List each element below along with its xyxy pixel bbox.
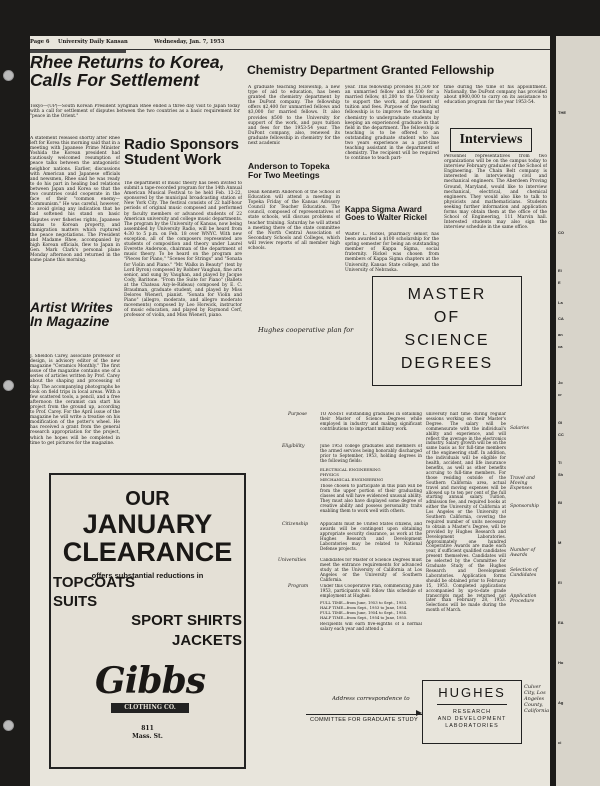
kappa-headline: Kappa Sigma Award Goes to Walter Rickel: [345, 206, 427, 222]
hughes-logo: HUGHES: [438, 685, 506, 700]
gibbs-item-jackets: JACKETS: [171, 632, 242, 649]
msd-line-master: MASTER: [407, 286, 487, 303]
label-eligibility: Eligibility: [282, 444, 305, 449]
program-schedule: [320, 601, 424, 621]
chem-headline: Chemistry Department Granted Fellowship: [247, 64, 495, 77]
radio-body: The department of music theory has been invited to submit a tape-recorded program for the 14th Annual American Musical Festival to be held Feb. 12-22, sponsored by the municipal broadcasting station of New York City. The festival consists of 22 half-hour periods of original music composed and performed by faculty members or advanced students of 22 American university and college music departments. The program by the University of Kansas, now being assembled by University Radio, will be heard from 4:30 to 5 p.m. on Feb. 18 over WNYC. With new exception, all of the composers represented are students of composition and theory under Laurel Everette Anderson, chairman of the department of music theory. To be heard on the program are "Pieces for Piano," "Scenes for Strings" and "Sonata for Violin and Piano." "Mr. Walks in Beauty" (text by Lord Byron) composed by Robber Vaughan, fine arts senior, and sung by Vaughan, and played by Jacque Cody, Baritone. "From the Suite for Piano" (Ballets at the Chateau Azy-le-Rideau) composed by E. C. Braudman, graduate student, and played by Miss Delores Wienerl, pianist. "Sonata for Violin and Piano" (allegro, moderato, and allegro moderato movements) composed by Leo Horwick, instructor of music education, and played by Raymond Cerf, professor of violin, and Miss Wienerl, piano.: [124, 181, 242, 319]
paper-name: University Daily Kansan: [58, 39, 128, 45]
scrap-text: EA: [558, 620, 564, 625]
gibbs-item-topcoats: TOPCOATS: [53, 574, 135, 591]
hughes-logo-sub2: AND DEVELOPMENT: [437, 716, 507, 722]
address-line: Address correspondence to: [332, 696, 410, 702]
artist-body: J. Sheldon Carey, associate professor of design, is advisory editor of the new magazine "Ceramics Monthly." The first issue of the magazine contains one of a series of articles written by Prof. Carey about the shaping and processing of clay. The accompanying photographs he took on field trips in local areas. With a few scattered tools, a pencil, and a free afternoon the ceramist can start his project from the ground up, according to Prof. Carey. For the April issue of the magazine he will write a treatise on his modification of the potter's wheel. He has received a grant from the general research appropriation for the project, which he hopes will be completed in time to get pictures for the magazine.: [30, 354, 120, 446]
binding-hole: [3, 70, 14, 81]
binding-hole: [3, 720, 14, 731]
label-citizenship: Citizenship: [282, 522, 309, 527]
scrap-text: cr: [558, 392, 562, 397]
label-universities: Universities: [278, 558, 307, 563]
gibbs-our: OUR: [125, 488, 170, 510]
eligibility-fields: [320, 467, 422, 483]
gibbs-ad: [49, 473, 246, 769]
gibbs-logo: Gibbs: [95, 660, 206, 702]
schedule-row: FULL TIME—from June, 1953 to Sept., 1953.: [320, 601, 408, 605]
rhee-topbar: [30, 50, 126, 53]
scrap-text: BI: [558, 500, 562, 505]
gibbs-item-sport-shirts: SPORT SHIRTS: [131, 612, 242, 629]
rhee-headline: Rhee Returns to Korea, Calls For Settlement: [30, 54, 225, 90]
eligibility-text: June 1953 college graduates and members of the armed services being honorably discharged prior to September, 1953, holding degrees in the following fields:: [320, 444, 422, 463]
kappa-body: Walter L. Rickel, pharmacy senior, has been awarded a $100 scholarship for the spring semester for being an outstanding member of Kappa Sigma, social fraternity. Rickel was chosen from members of Kappa Sigma chapters at the University, Kansas State college, and the University of Nebraska.: [345, 232, 439, 273]
scrap-text: El: [558, 268, 562, 273]
field-mechanical: MECHANICAL ENGINEERING: [320, 477, 384, 482]
adjacent-page-edge: [552, 0, 600, 786]
eligibility-more: Those chosen to participate in this plan will be from the upper portion of their graduating classes and will have evidenced unusual ability. They must also have displayed some degree of creative ability and possess personality traits enabling them to work well with others.: [320, 484, 422, 513]
hughes-logo-sub1: RESEARCH: [453, 709, 491, 715]
field-electrical: ELECTRICAL ENGINEERING: [320, 467, 381, 472]
scrap-text: Jo: [558, 380, 563, 385]
msd-line-of: OF: [433, 309, 461, 326]
gibbs-january: JANUARY: [82, 509, 213, 539]
label-salaries: Salaries: [510, 426, 529, 431]
gibbs-item-suits: SUITS: [53, 593, 98, 610]
universities-text: Candidates for Master of Science Degrees must meet the entrance requirements for advanced study at the University of California at Los Angeles or the University of Southern California.: [320, 558, 422, 582]
page-header: [30, 36, 550, 48]
hughes-location: Culver City, Los Angeles County, California: [524, 684, 550, 714]
citizenship-text: Applicants must be United States citizens, and awards will be contingent upon obtaining appropriate security clearance, as work at the Hughes Research and Development Laboratories may be related to National Defense projects.: [320, 522, 422, 551]
field-physics: PHYSICS: [320, 472, 339, 477]
label-sponsorship: Sponsorship: [510, 504, 539, 509]
artist-headline: Artist Writes In Magazine: [30, 300, 113, 329]
schedule-row: HALF TIME—from Sept., 1954 to June, 1955.: [320, 614, 408, 620]
scrap-text: La: [558, 300, 563, 305]
rhee-body: A statement released shortly after Rhee left for Korea this morning said that in a meeting with Japanese Prime Minister Yoshida the Korean president had cautiously welcomed resumption of peace talks between the antagonistic neighbor nations. Earlier, discussions with American and Japanese officials and newsmen, Rhee said he was ready to do his part in healing bad relations between Japan and Korea so that the two countries could cooperate in the face of their "common enemy—Communism." He was careful, however, to avoid giving any indication that he had softened his stand on basic disputes over fisheries rights, Japanese claims to Korean property, and immigration matters which ruptured the peace negotiations. The President and Madame Rhee, accompanied by high Korean officials, flew to Japan in Gen. Mark Clark's personal plane Monday afternoon and returned in the same plane this morning.: [30, 136, 120, 264]
label-travel: Travel and Moving Expenses: [510, 476, 535, 492]
interviews-box: [450, 128, 532, 152]
gibbs-clearance: CLEARANCE: [62, 537, 233, 567]
gibbs-address: [51, 725, 244, 741]
chem-col2: year. This fellowship provides $1,500 for an unmarried fellow and $1,500 for a married fellow, $1,200 to the University to support the work, and payment of tuition and fees. Purpose of the teaching fellowship is to improve the teaching of chemistry to undergraduate students by keeping an experienced graduate in that field in the department. The fellowship is teaching is to be offered to an outstanding graduate student who has two years experience as a part-time teaching assistant in the department of chemistry. The recipient will be required to continue to teach part-: [345, 85, 439, 162]
hughes-logo-sub3: LABORATORIES: [445, 723, 499, 729]
label-application: Application Procedure: [510, 594, 537, 605]
label-number-of-awards: Number of Awards: [510, 548, 536, 559]
anderson-body: Dean Kenneth Anderson of the School of Education will attend a meeting in Topeka Friday of the Kansas Advisory Council for Teacher Education. The council, composed of representatives of state schools, will discuss problems of teacher training. Saturday he will attend a meeting there of the state committee of the North Central Association of Secondary Schools and Colleges, which will review reports of all member high schools.: [248, 190, 340, 252]
scrap-text: Sh: [558, 472, 564, 477]
label-program: Program: [288, 584, 309, 589]
chem-col3: time during the time of his appointment. Nationally, the DuPont company has provided about $900,000 to carry on its assistance to education program for the year 1953-54.: [444, 85, 547, 106]
chem-col1: A graduate teaching fellowship, a new type of aid to education, has been granted the chemistry department by the DuPont company. The fellowship offers $2,400 for unmarried fellows and $3,000 for married fellows. It also provides $500 to the University for support of the work, and pays tuition and fees for the 1953-54 year. The DuPont company, also, renewed its graduate fellowship in chemistry for the next academic: [248, 85, 340, 147]
hughes-tagline: Hughes cooperative plan for: [258, 326, 354, 334]
schedule-row: HALF TIME—from Sept., 1953 to June, 1954.: [320, 604, 408, 610]
newspaper-page: [30, 36, 550, 786]
scrap-text: M: [558, 540, 562, 545]
label-purpose: Purpose: [288, 412, 308, 417]
scrap-text: THE: [558, 110, 566, 115]
gibbs-offers: offers substantial reductions in: [91, 571, 204, 580]
binding-hole: [3, 380, 14, 391]
msd-line-degrees: DEGREES: [400, 355, 494, 372]
scrap-text: E: [558, 280, 561, 285]
label-selection: Selection of Candidates: [510, 568, 538, 579]
purpose-text: TO ASSIST outstanding graduates in obtaining their Master of Science Degrees while employed in industry and making significant contributions to important military work.: [320, 412, 422, 431]
anderson-headline: Anderson to Topeka For Two Meetings: [248, 162, 330, 180]
scrap-text: ca: [558, 344, 563, 349]
gibbs-logo-sub: CLOTHING CO.: [111, 703, 189, 713]
address-arrow-line: [306, 706, 422, 715]
interviews-body: Personnel representatives from two organizations will be on the campus today to interview February graduates of the School of Engineering. The Chain Belt company is interested in interviewing civil and mechanical engineers. The Aberdeen Proving Ground, Maryland, would like to interview mechanical, electrical, and chemical engineers. They would also like to talk to physicists and mathematicians. Students seeking further information and application forms may obtain them at the office of the School of Engineering, 111 Marvin hall. Interested students may also sign the interview schedule in the same office.: [444, 154, 547, 231]
scrap-text: an: [558, 332, 563, 337]
scrap-text: ci: [558, 740, 562, 745]
gibbs-address-street: Mass. St.: [132, 733, 163, 740]
gibbs-address-number: 811: [141, 725, 154, 732]
page-number: Page 6: [30, 39, 50, 45]
msd-box: [372, 276, 522, 386]
scrap-text: GI: [558, 420, 563, 425]
scrap-text: TI: [558, 460, 562, 465]
address-committee: COMMITTEE FOR GRADUATE STUDY: [310, 717, 419, 723]
scrap-text: CC: [558, 432, 564, 437]
scrap-text: Ho: [558, 660, 564, 665]
hughes-right-column: university half time during regular sessions working on their Master's Degree. The salary will be commensurate with the individual's ability and experience, and will reflect the average in the electronics industry. Salary growth will be on the same basis as for full-time members of the engineering staff. In addition, the individuals will be eligible for health, accident, and life insurance benefits, as well as other benefits accruing to full-time members. For those residing outside of the Southern California area, actual travel and moving expenses will be allowed up to ten per cent of the full starting annual salary. Tuition, admission fee, and required books at either the University of California at Los Angeles or the University of Southern California, covering the required number of units necessary to obtain a Master's Degree, will be provided by Hughes Research and Development Laboratories. Approximately one hundred Cooperative Awards are made each year, if sufficient qualified candidates present themselves. Candidates will be selected by the Committee for Graduate Study of the Hughes Research and Development Laboratories. Application forms should be obtained prior to February 15, 1953. Completed applications accompanied by up-to-date grade transcripts must be returned not later than February 28, 1953. Selections will be made during the month of March.: [426, 412, 506, 613]
hughes-logo-box: [422, 680, 522, 744]
scrap-text: CA: [558, 316, 564, 321]
hughes-ad: [246, 276, 550, 786]
schedule-row: FULL TIME—from June, 1954 to Sept., 1954.: [320, 609, 408, 615]
gibbs-items: [53, 573, 213, 611]
scrap-text: El: [558, 580, 562, 585]
interviews-headline: Interviews: [459, 132, 523, 147]
gibbs-items-right: [92, 611, 242, 651]
program-text: Under this Cooperative Plan, commencing June 1953, participants will follow this schedule of employment at Hughes:: [320, 584, 422, 598]
hughes-logo-rule: [437, 704, 507, 705]
program-more: Recipients will earn five-eighths of a normal salary each year and attend a: [320, 622, 422, 631]
rhee-lead: Tokyo—(UP)—South Korean President Syngman Rhee ended a three day visit to Japan today with a call for settlement of disputes between the two countries as a basic requirement for "peace in the Orient.": [30, 104, 240, 120]
scrap-text: CO: [558, 230, 564, 235]
issue-date: Wednesday, Jan. 7, 1953: [154, 39, 225, 45]
scrap-text: Ag: [558, 700, 564, 705]
msd-line-science: SCIENCE: [404, 332, 490, 349]
radio-headline: Radio Sponsors Student Work: [124, 137, 240, 168]
